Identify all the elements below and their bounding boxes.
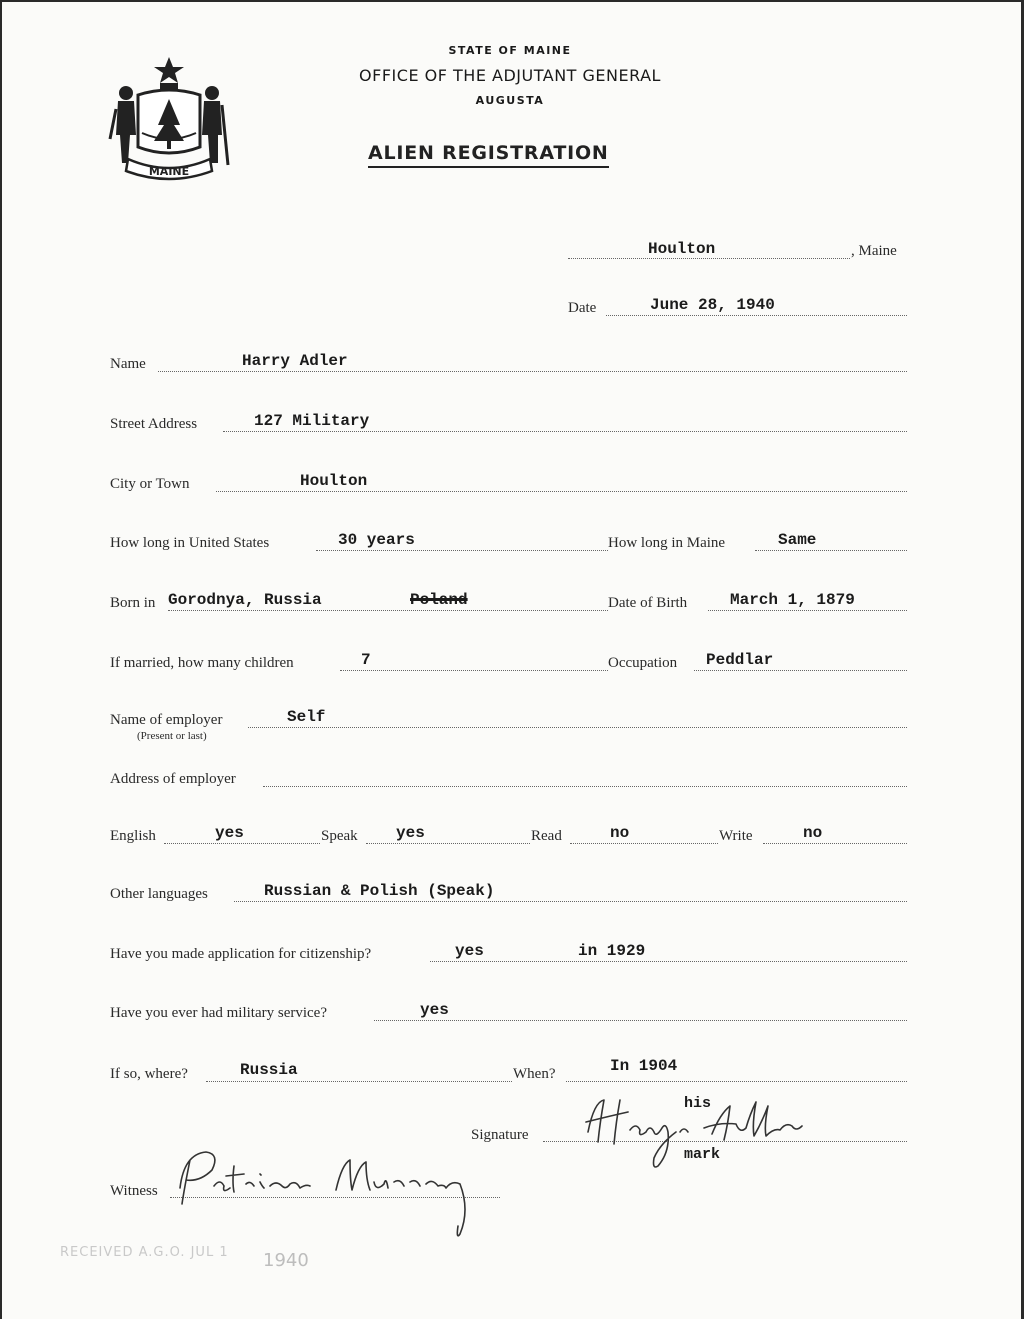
born-line — [168, 610, 608, 611]
signature-label: Signature — [471, 1127, 529, 1143]
when-line — [566, 1081, 907, 1082]
employer-value: Self — [287, 708, 326, 726]
occupation-label: Occupation — [608, 655, 678, 671]
city-label: City or Town — [110, 476, 190, 492]
witness-signature — [160, 1140, 500, 1240]
children-line — [340, 670, 608, 671]
speak-value: yes — [396, 824, 425, 842]
employer-label: Name of employer — [110, 712, 223, 728]
scan-edge-top — [0, 0, 1024, 2]
date-value: June 28, 1940 — [650, 296, 775, 314]
maine-duration-line — [755, 550, 907, 551]
witness-label: Witness — [110, 1183, 158, 1199]
citizenship-label: Have you made application for citizenship? — [110, 946, 372, 962]
employer-address-label: Address of employer — [110, 771, 236, 787]
city-line — [216, 491, 907, 492]
us-duration-line — [316, 550, 608, 551]
employer-address-line — [263, 786, 907, 787]
born-struck-value: Poland — [410, 591, 468, 609]
where-label: If so, where? — [110, 1066, 188, 1082]
maine-duration-label: How long in Maine — [608, 535, 726, 551]
other-languages-line — [234, 901, 907, 902]
name-value: Harry Adler — [242, 352, 348, 370]
military-label: Have you ever had military service? — [110, 1005, 327, 1021]
read-line — [570, 843, 718, 844]
office-heading: OFFICE OF THE ADJUTANT GENERAL — [359, 66, 661, 85]
place-suffix: , Maine — [851, 243, 897, 259]
write-line — [763, 843, 907, 844]
dob-label: Date of Birth — [608, 595, 688, 611]
name-line — [158, 371, 907, 372]
applicant-signature — [580, 1092, 830, 1172]
where-line — [206, 1081, 512, 1082]
where-value: Russia — [240, 1061, 298, 1079]
other-languages-value: Russian & Polish (Speak) — [264, 882, 495, 900]
state-seal-icon — [108, 55, 230, 185]
occupation-value: Peddlar — [706, 651, 774, 669]
city-value: Houlton — [300, 472, 368, 490]
date-line — [606, 315, 907, 316]
dob-line — [708, 610, 907, 611]
place-value: Houlton — [648, 240, 716, 258]
us-duration-label: How long in United States — [110, 535, 270, 551]
citizenship-line — [430, 961, 907, 962]
english-value: yes — [215, 824, 244, 842]
read-value: no — [610, 824, 630, 842]
street-value: 127 Military — [254, 412, 370, 430]
military-value: yes — [420, 1001, 449, 1019]
when-label: When? — [513, 1066, 556, 1082]
form-title: ALIEN REGISTRATION — [368, 142, 609, 168]
write-value: no — [803, 824, 823, 842]
when-value: In 1904 — [610, 1057, 678, 1075]
street-label: Street Address — [110, 416, 198, 432]
dob-value: March 1, 1879 — [730, 591, 855, 609]
other-languages-label: Other languages — [110, 886, 208, 902]
born-value: Gorodnya, Russia — [168, 591, 322, 609]
received-stamp-year: 1940 — [263, 1250, 309, 1271]
state-heading: STATE OF MAINE — [448, 44, 572, 57]
svg-text:MAINE: MAINE — [148, 165, 190, 178]
received-stamp: RECEIVED A.G.O. JUL 1 — [60, 1245, 229, 1260]
employer-line — [248, 727, 907, 728]
us-duration-value: 30 years — [338, 531, 415, 549]
scan-edge-left — [0, 0, 2, 1319]
read-label: Read — [531, 828, 562, 844]
speak-line — [366, 843, 530, 844]
english-line — [164, 843, 320, 844]
citizenship-year: in 1929 — [578, 942, 646, 960]
english-label: English — [110, 828, 156, 844]
maine-duration-value: Same — [778, 531, 817, 549]
name-label: Name — [110, 356, 146, 372]
write-label: Write — [719, 828, 753, 844]
signature-mark: mark — [684, 1146, 721, 1163]
speak-label: Speak — [321, 828, 358, 844]
date-label: Date — [568, 300, 597, 316]
employer-sublabel: (Present or last) — [137, 730, 207, 742]
city-heading: AUGUSTA — [475, 94, 545, 107]
children-label: If married, how many children — [110, 655, 294, 671]
street-line — [223, 431, 907, 432]
born-label: Born in — [110, 595, 156, 611]
children-value: 7 — [361, 651, 371, 669]
place-line — [568, 258, 850, 259]
signature-his: his — [684, 1095, 712, 1112]
citizenship-value: yes — [455, 942, 484, 960]
occupation-line — [694, 670, 907, 671]
military-line — [374, 1020, 907, 1021]
